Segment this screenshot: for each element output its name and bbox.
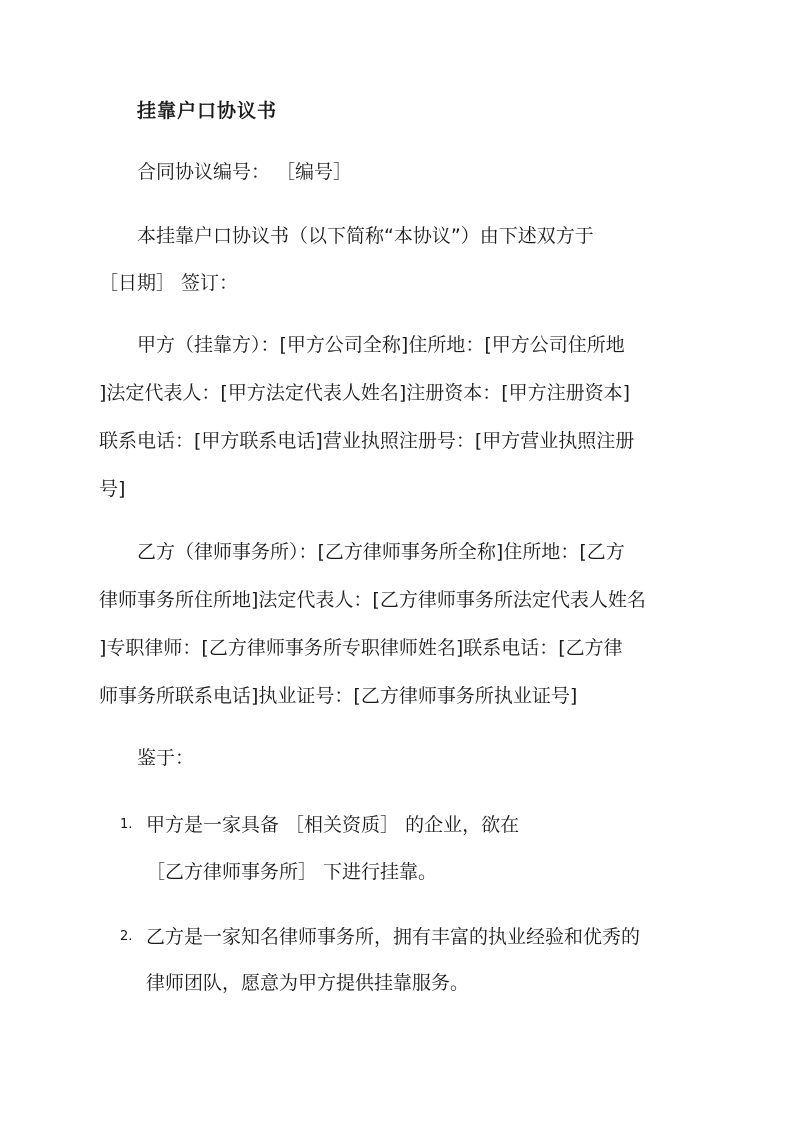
intro-line-1: 本挂靠户口协议书（以下简称“本协议”）由下述双方于 [137, 225, 594, 247]
party-b-line-1: 乙方（律师事务所）：[乙方律师事务所全称]住所地：[乙方 [137, 541, 625, 563]
party-b-line-4: 师事务所联系电话]执业证号：[乙方律师事务所执业证号] [99, 685, 578, 707]
list-item-number: 2. [120, 929, 133, 944]
list-item-number: 1. [120, 817, 133, 832]
party-b-line-2: 律师事务所住所地]法定代表人：[乙方律师事务所法定代表人姓名 [99, 589, 646, 611]
party-a-line-1: 甲方（挂靠方）：[甲方公司全称]住所地：[甲方公司住所地 [137, 334, 625, 356]
list-item-2-line-1: 乙方是一家知名律师事务所，拥有丰富的执业经验和优秀的 [146, 926, 641, 948]
party-a-line-2: ]法定代表人：[甲方法定代表人姓名]注册资本：[甲方注册资本] [99, 382, 631, 404]
list-item-1-line-2: ［乙方律师事务所］ 下进行挂靠。 [146, 861, 438, 883]
intro-line-2: ［日期］ 签订： [99, 272, 239, 294]
whereas-heading: 鉴于： [137, 747, 195, 769]
document-title: 挂靠户口协议书 [137, 100, 278, 122]
party-a-line-3: 联系电话：[甲方联系电话]营业执照注册号：[甲方营业执照注册 [99, 430, 635, 452]
contract-number: 合同协议编号： ［编号］ [137, 161, 353, 183]
list-item-2-line-2: 律师团队，愿意为甲方提供挂靠服务。 [146, 972, 470, 994]
list-item-1-line-1: 甲方是一家具备 ［相关资质］ 的企业，欲在 [146, 814, 520, 836]
party-a-line-4: 号] [99, 478, 126, 500]
party-b-line-3: ]专职律师：[乙方律师事务所专职律师姓名]联系电话：[乙方律 [99, 637, 623, 659]
